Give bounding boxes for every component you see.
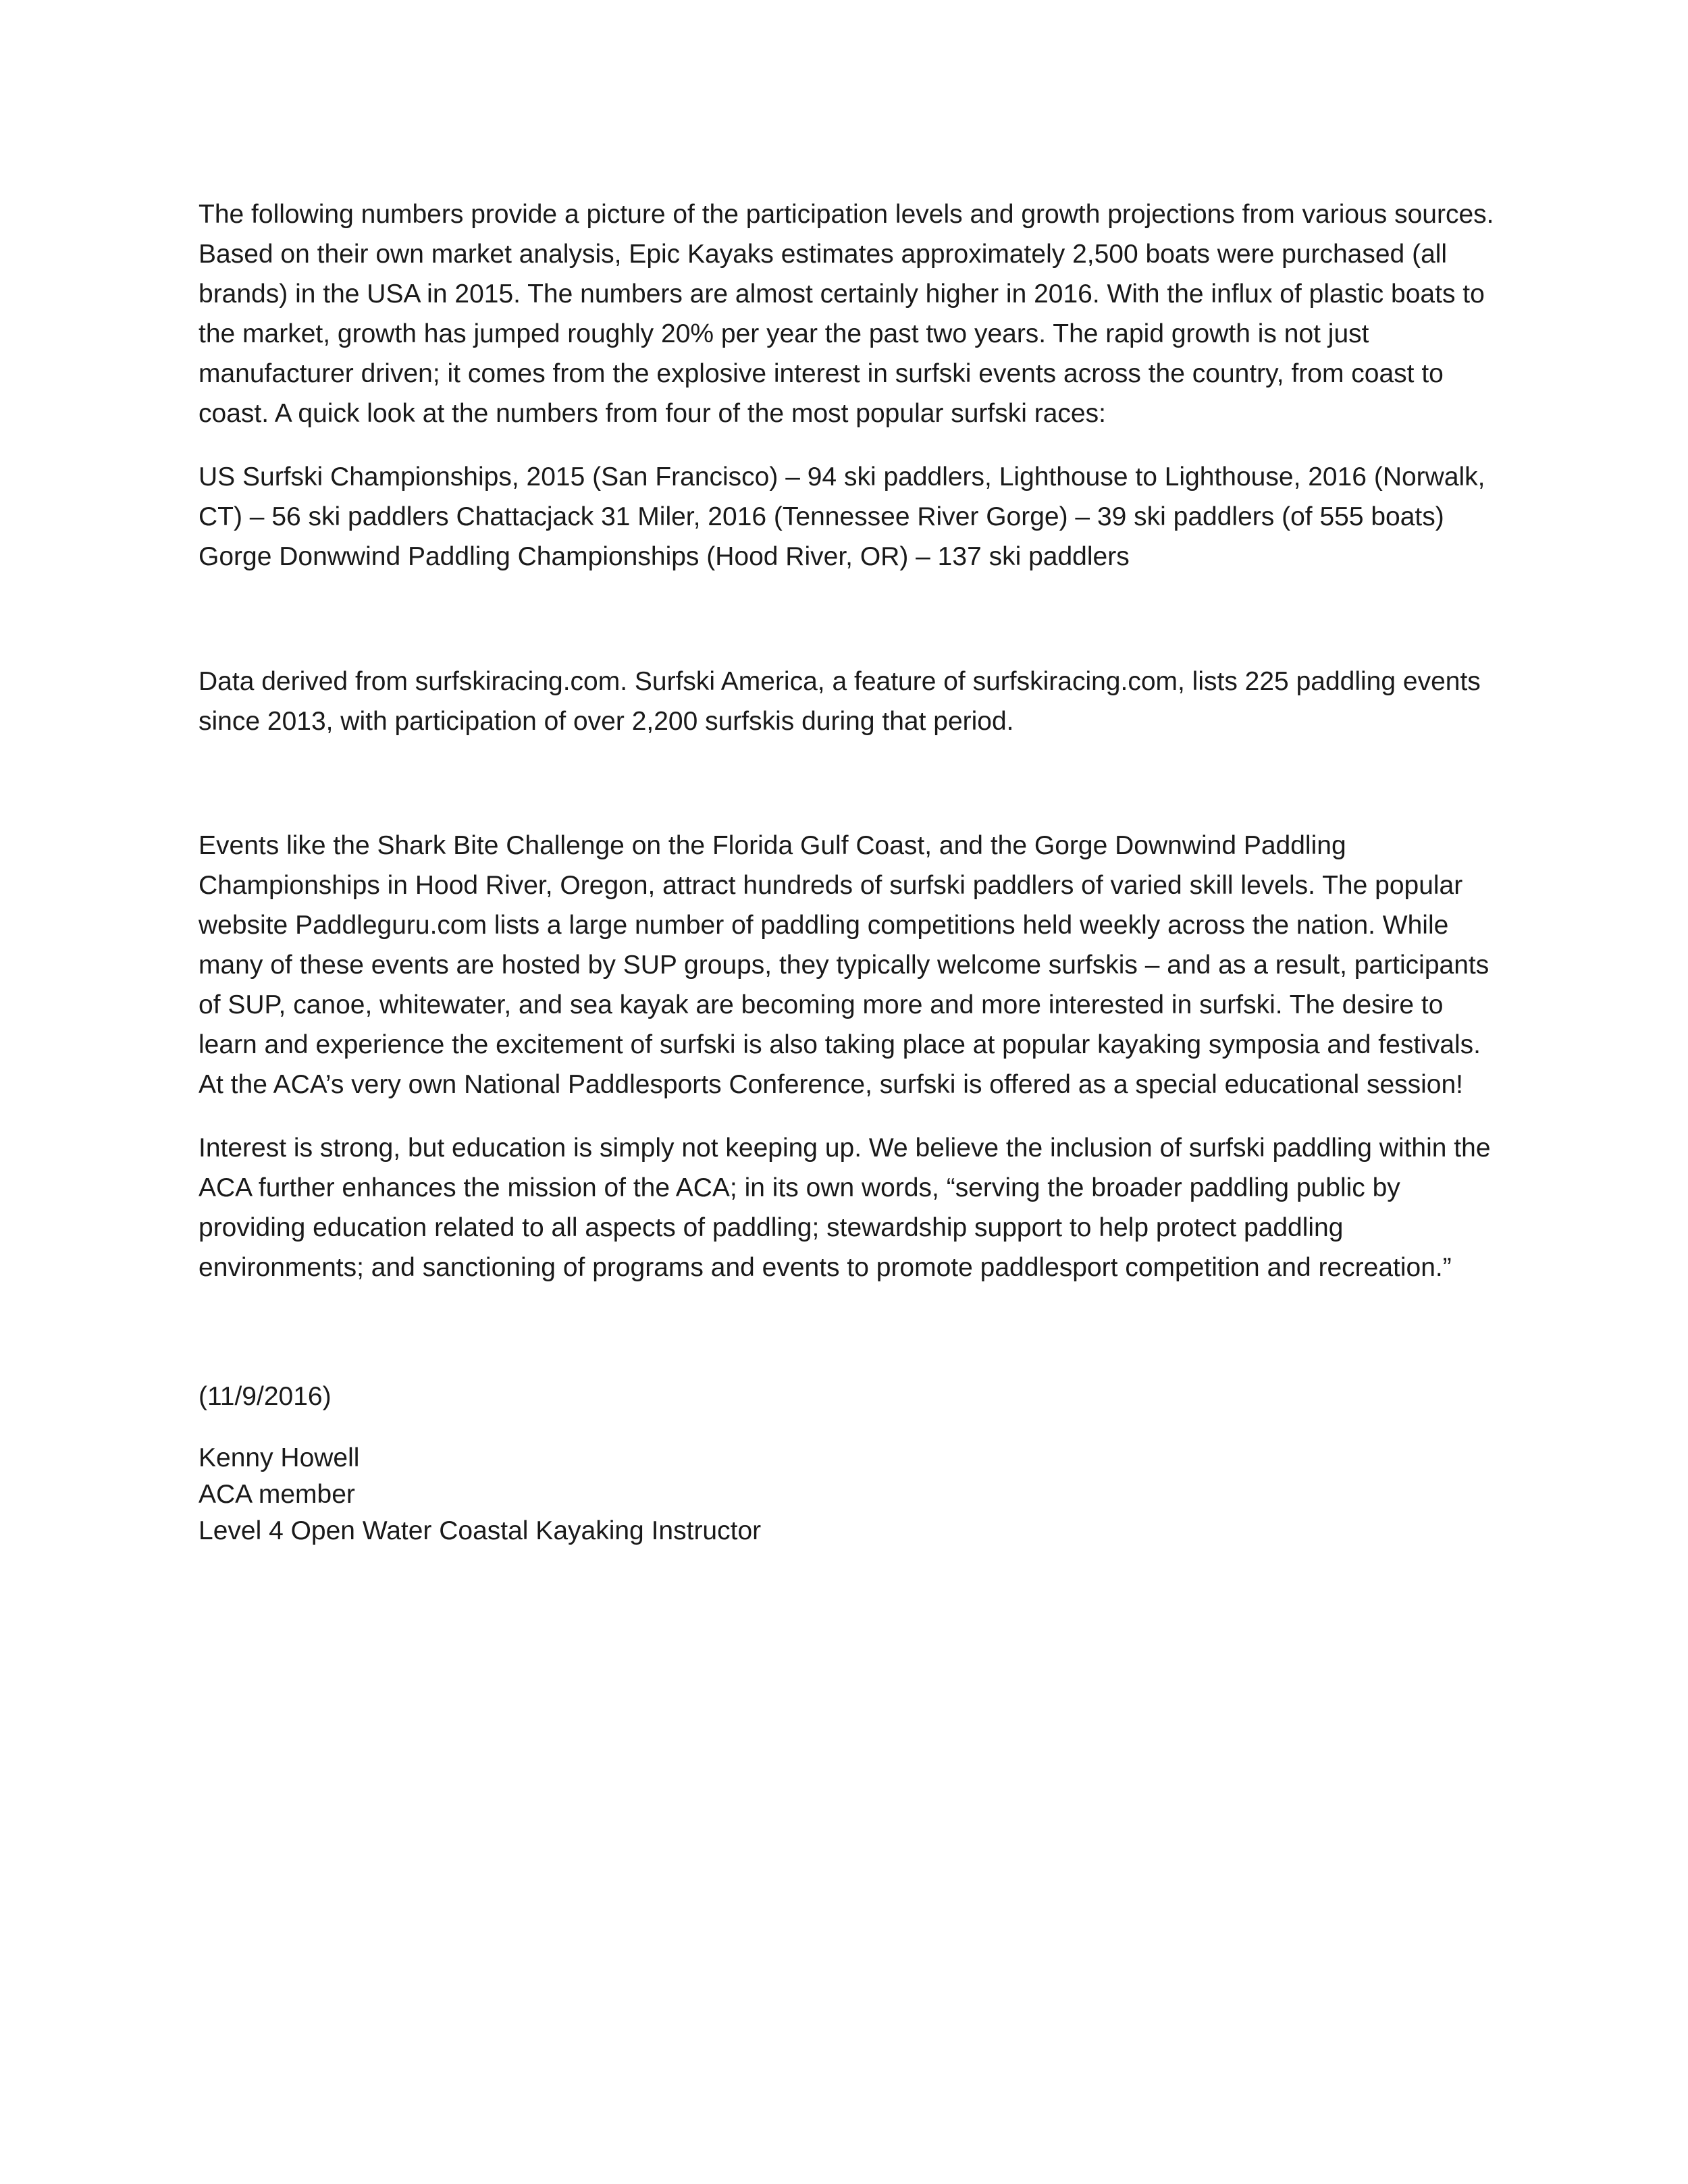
signature-title: Level 4 Open Water Coastal Kayaking Instructor <box>199 1516 762 1545</box>
signature-block <box>199 1440 1498 1549</box>
paragraph-race-numbers: US Surfski Championships, 2015 (San Francisco) – 94 ski paddlers, Lighthouse to Lighthouse, 2016 (Norwalk, CT) – 56 ski paddlers Chattacjack 31 Miler, 2016 (Tennessee River Gorge) – 39 ski paddlers (of 555 boats) Gorge Donwwind Paddling Championships (Hood River, OR) – 137 ski paddlers <box>199 462 1485 571</box>
spacer <box>199 1104 1498 1128</box>
spacer <box>199 433 1498 457</box>
spacer <box>199 741 1498 826</box>
spacer <box>199 1287 1498 1377</box>
spacer <box>199 577 1498 662</box>
paragraph-education: Interest is strong, but education is simply not keeping up. We believe the inclusion of surfski paddling within the ACA further enhances the mission of the ACA; in its own words, “serving the broader paddling public by providing education related to all aspects of paddling; stewardship support to help protect paddling environments; and sanctioning of programs and events to promote paddlesport competition and recreation.” <box>199 1134 1491 1282</box>
spacer <box>199 1416 1498 1440</box>
signature-membership: ACA member <box>199 1480 355 1509</box>
paragraph-events: Events like the Shark Bite Challenge on the Florida Gulf Coast, and the Gorge Downwind Paddling Championships in Hood River, Oregon, attract hundreds of surfski paddlers of varied skill levels. The popular website Paddleguru.com lists a large number of paddling competitions held weekly across the nation. While many of these events are hosted by SUP groups, they typically welcome surfskis – and as a result, participants of SUP, canoe, whitewater, and sea kayak are becoming more and more interested in surfski. The desire to learn and experience the excitement of surfski is also taking place at popular kayaking symposia and festivals. At the ACA’s very own National Paddlesports Conference, surfski is offered as a special educational session! <box>199 831 1489 1099</box>
paragraph-participation-overview: The following numbers provide a picture of the participation levels and growth projections from various sources. Based on their own market analysis, Epic Kayaks estimates approximately 2,500 boats were purchased (all brands) in the USA in 2015. The numbers are almost certainly higher in 2016. With the influx of plastic boats to the market, growth has jumped roughly 20% per year the past two years. The rapid growth is not just manufacturer driven; it comes from the explosive interest in surfski events across the country, from coast to coast. A quick look at the numbers from four of the most popular surfski races: <box>199 200 1494 428</box>
paragraph-data-source: Data derived from surfskiracing.com. Surfski America, a feature of surfskiracing.com, lists 225 paddling events since 2013, with participation of over 2,200 surfskis during that period. <box>199 667 1481 736</box>
document-date: (11/9/2016) <box>199 1382 332 1411</box>
signature-name: Kenny Howell <box>199 1443 360 1472</box>
document-body <box>199 194 1498 1549</box>
